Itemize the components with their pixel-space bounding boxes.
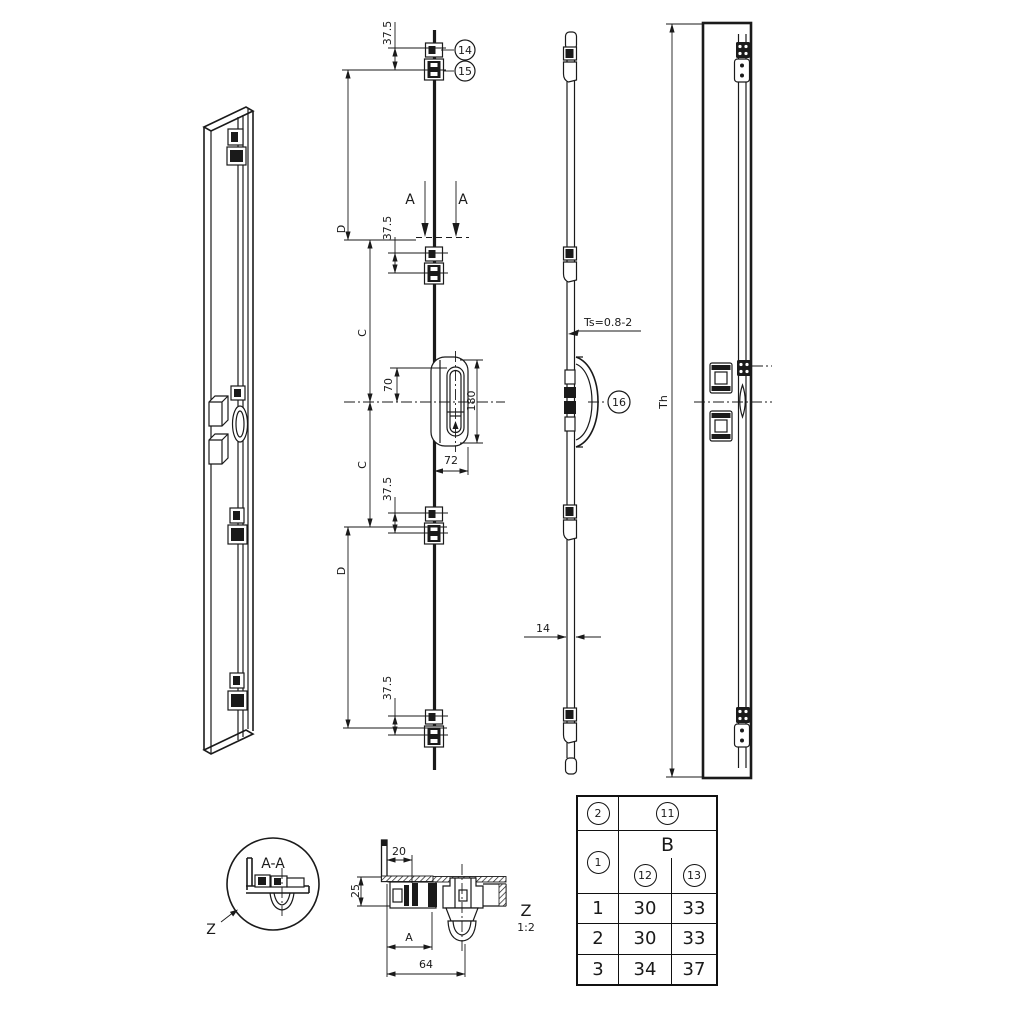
table-header-row-1: [578, 797, 716, 831]
iso-bottom-fittings: [228, 673, 247, 710]
table-row: [578, 924, 716, 954]
table-cell: 33: [682, 898, 706, 920]
table-cell: 34: [619, 955, 672, 984]
frame-view: [657, 23, 772, 778]
table-row: [578, 955, 716, 984]
table-b-label: B: [660, 833, 675, 856]
ts-label: Ts=0.8-2: [584, 316, 633, 329]
callout-15: 15: [458, 65, 472, 78]
iso-lower-fittings: [228, 508, 247, 544]
table-ref-13: 13: [683, 864, 706, 887]
dim-37-5-top: 37.5: [381, 20, 394, 46]
elevation-view: [335, 21, 505, 770]
detail-z-label: Z: [520, 901, 532, 920]
dim-180: 180: [465, 390, 478, 412]
detail-z: [349, 840, 535, 977]
detail-z-scale: 1:2: [517, 921, 535, 934]
table-cell: 3: [578, 955, 619, 984]
table-cell: 30: [619, 894, 672, 923]
table-cell: 30: [619, 924, 672, 953]
dim-a: A: [405, 931, 413, 944]
svg-text:16: 16: [612, 396, 626, 409]
dim-d-lower: D: [335, 566, 348, 576]
detail-a-a: [206, 838, 319, 938]
gearbox-front: [431, 351, 468, 452]
dim-72: 72: [444, 454, 458, 467]
dim-c-upper: C: [356, 329, 369, 337]
table-cell: 33: [682, 928, 706, 950]
callout-14: 14: [458, 44, 472, 57]
dim-14: [524, 622, 601, 637]
table-cell: 37: [682, 958, 706, 980]
table-cell: 1: [578, 894, 619, 923]
table-ref-1: 1: [587, 851, 610, 874]
table-ref-2: 2: [587, 802, 610, 825]
size-table: [576, 795, 718, 986]
dim-th: Th: [657, 395, 670, 409]
dim-37-5-4: 37.5: [381, 675, 394, 701]
iso-top-fittings: [227, 129, 246, 165]
table-row: [578, 894, 716, 924]
dim-d-upper: D: [335, 224, 348, 234]
z-pointer-label: Z: [206, 922, 216, 938]
svg-text:14: 14: [536, 622, 550, 635]
isometric-view: [204, 107, 253, 754]
table-ref-12: 12: [634, 864, 657, 887]
dim-64: 64: [419, 958, 433, 971]
detail-title: A-A: [261, 856, 285, 872]
dim-37-5-3: 37.5: [381, 476, 394, 502]
iso-middle-fittings: [209, 386, 248, 464]
callout-14-15: [441, 40, 475, 81]
ts-annotation: [568, 316, 641, 336]
dim-20: 20: [392, 845, 406, 858]
table-cell: 2: [578, 924, 619, 953]
section-letter: A: [458, 192, 468, 208]
dim-25: 25: [349, 884, 362, 898]
dim-37-5-2: 37.5: [381, 215, 394, 241]
table-header-row-2: [578, 831, 716, 894]
dim-c-lower: C: [356, 461, 369, 469]
dim-70: 70: [382, 378, 395, 392]
section-cut-a-a: [405, 181, 469, 238]
callout-16: [588, 391, 630, 413]
side-view: [524, 32, 641, 774]
th-dimension: [657, 24, 703, 777]
section-letter: A: [405, 192, 415, 208]
table-ref-11: 11: [656, 802, 679, 825]
